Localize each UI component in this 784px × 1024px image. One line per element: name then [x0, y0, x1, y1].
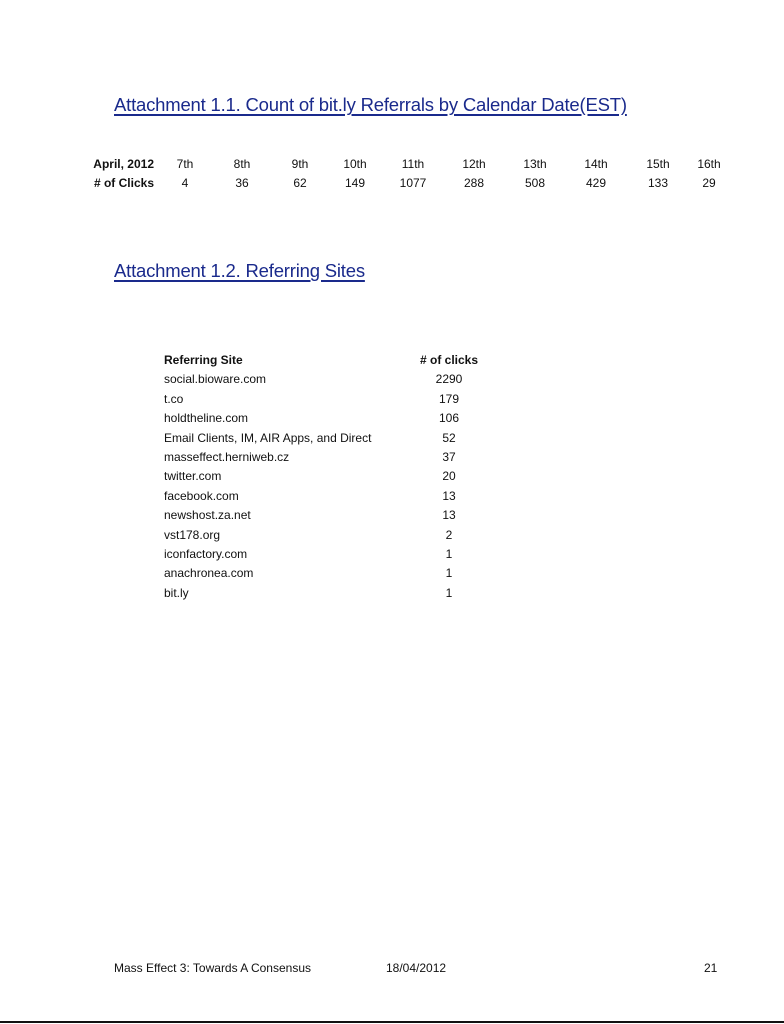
clicks-row — [80, 176, 740, 195]
clicks-cell: 29 — [702, 176, 716, 190]
site-clicks: 2290 — [435, 372, 463, 387]
table-row — [164, 528, 494, 547]
site-name: t.co — [164, 391, 184, 406]
date-cell: 13th — [523, 157, 547, 171]
site-clicks: 13 — [442, 508, 456, 523]
date-cell: 7th — [176, 157, 194, 171]
footer-document-title: Mass Effect 3: Towards A Consensus — [114, 961, 311, 975]
date-cell: 8th — [233, 157, 251, 171]
clicks-cell: 133 — [647, 176, 669, 190]
table-row — [164, 372, 494, 391]
date-cell: 11th — [401, 157, 425, 171]
table-row — [164, 586, 494, 605]
clicks-cell: 62 — [293, 176, 307, 190]
site-name: facebook.com — [164, 488, 239, 503]
footer-date: 18/04/2012 — [386, 961, 447, 975]
date-header-row — [80, 157, 740, 176]
attachment-1-2-heading: Attachment 1.2. Referring Sites — [114, 260, 365, 281]
table-row — [164, 450, 494, 469]
date-cell: 12th — [462, 157, 486, 171]
date-cell: 14th — [584, 157, 608, 171]
site-clicks: 1 — [445, 585, 453, 600]
clicks-cell: 4 — [181, 176, 189, 190]
site-name: twitter.com — [164, 469, 222, 484]
referring-sites-table — [164, 353, 494, 605]
clicks-cell: 508 — [524, 176, 546, 190]
referrals-by-date-table — [80, 157, 740, 195]
site-name: iconfactory.com — [164, 546, 248, 561]
table-row — [164, 566, 494, 585]
site-clicks: 1 — [445, 546, 453, 561]
site-name: bit.ly — [164, 585, 189, 600]
site-clicks: 2 — [445, 527, 453, 542]
table-row — [164, 547, 494, 566]
site-clicks: 52 — [442, 430, 456, 445]
table-row — [164, 489, 494, 508]
site-name: masseffect.herniweb.cz — [164, 449, 290, 464]
site-name: vst178.org — [164, 527, 221, 542]
attachment-1-1-heading: Attachment 1.1. Count of bit.ly Referrals by Calendar Date(EST) — [114, 94, 627, 115]
table-row — [164, 392, 494, 411]
clicks-cell: 288 — [463, 176, 485, 190]
site-clicks: 20 — [442, 469, 456, 484]
column-header-clicks: # of clicks — [419, 353, 479, 367]
column-header-site: Referring Site — [164, 353, 243, 367]
site-name: newshost.za.net — [164, 508, 251, 523]
site-clicks: 13 — [442, 488, 456, 503]
table-row — [164, 469, 494, 488]
clicks-cell: 429 — [585, 176, 607, 190]
page-bottom-border — [0, 1021, 784, 1023]
date-cell: 16th — [697, 157, 721, 171]
site-name: social.bioware.com — [164, 372, 267, 387]
site-name: Email Clients, IM, AIR Apps, and Direct — [164, 430, 372, 445]
date-cell: 9th — [291, 157, 309, 171]
footer-page-number: 21 — [704, 961, 718, 975]
site-clicks: 179 — [438, 391, 460, 406]
site-name: anachronea.com — [164, 566, 254, 581]
clicks-cell: 149 — [344, 176, 366, 190]
table-row — [164, 508, 494, 527]
clicks-cell: 36 — [235, 176, 249, 190]
date-cell: 10th — [343, 157, 367, 171]
row-label-month: April, 2012 — [93, 157, 154, 171]
date-cell: 15th — [646, 157, 670, 171]
clicks-cell: 1077 — [399, 176, 427, 190]
table-row — [164, 431, 494, 450]
site-clicks: 1 — [445, 566, 453, 581]
site-clicks: 106 — [438, 411, 460, 426]
table-header-row — [164, 353, 494, 372]
site-name: holdtheline.com — [164, 411, 249, 426]
site-clicks: 37 — [442, 449, 456, 464]
table-row — [164, 411, 494, 430]
row-label-clicks: # of Clicks — [93, 176, 154, 190]
